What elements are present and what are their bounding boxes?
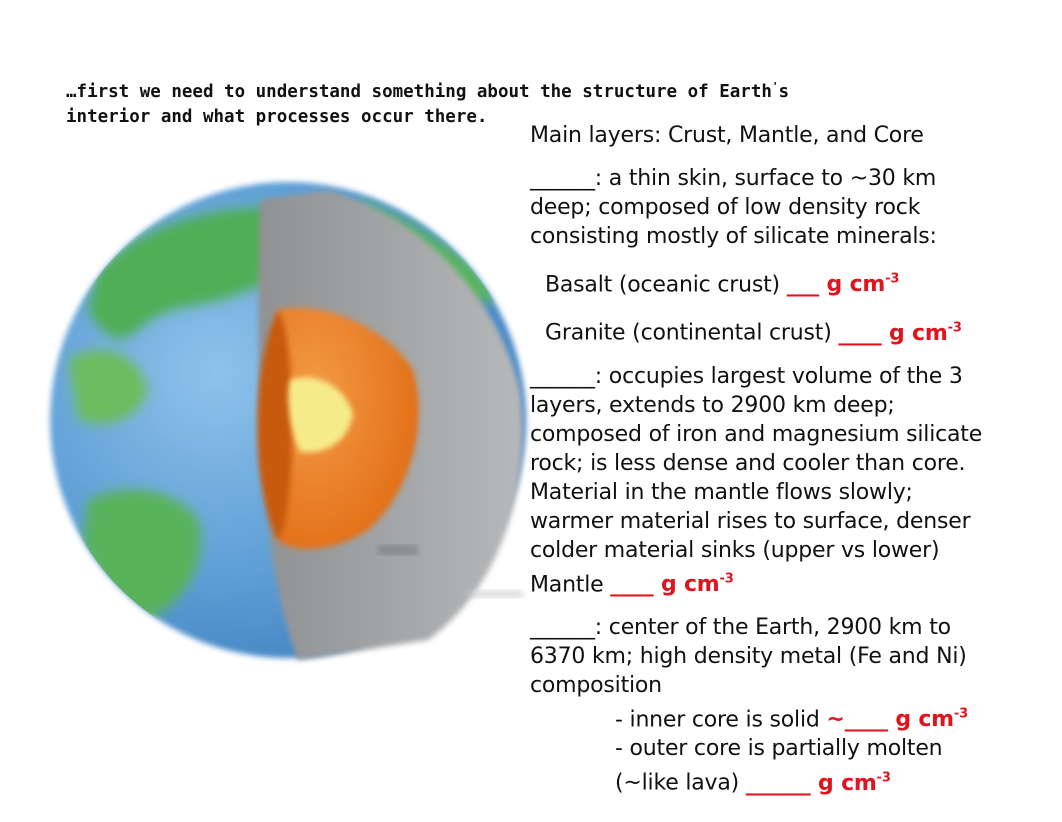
mantle-line-1: ______: occupies largest volume of the 3 [530, 363, 963, 389]
intro-caption-line-2: interior and what processes occur there. [66, 106, 488, 127]
layer-label-smudge [378, 545, 418, 555]
granite-density-blank: ____ g $cm^{-3}$ [838, 320, 962, 346]
intro-caption-line-1: …first we need to understand something about the structure of Earth's [66, 80, 790, 102]
inner-core-line [530, 700, 1050, 734]
mantle-line-4: rock; is less dense and cooler than core. [530, 450, 966, 476]
inner-core-density-blank: ~____ g $cm^{-3}$ [826, 706, 968, 733]
granite-line [530, 313, 1050, 347]
mantle-density-blank: ____ g $cm^{-3}$ [610, 571, 734, 597]
pointer-smudge [468, 590, 523, 598]
mantle-line-5: Material in the mantle flows slowly; [530, 479, 913, 505]
earth-cutaway-svg [28, 160, 548, 680]
core-line-1: ______: center of the Earth, 2900 km to [530, 614, 951, 640]
crust-line-3: consisting mostly of silicate minerals: [530, 224, 937, 249]
basalt-density-blank: ___ g $cm^{-3}$ [786, 272, 900, 298]
inner-core-label: - inner core is solid [615, 707, 827, 733]
granite-label: Granite (continental crust) [545, 320, 839, 346]
core-line-3: composition [530, 672, 662, 698]
basalt-line [530, 265, 1050, 299]
earth-cutaway-illustration [28, 160, 548, 680]
outer-core-label: (~like lava) [615, 770, 746, 796]
layer-notes [530, 121, 1050, 798]
main-layers-heading: Main layers: Crust, Mantle, and Core [530, 123, 924, 148]
basalt-label: Basalt (oceanic crust) [545, 272, 787, 298]
crust-line-2: deep; composed of low density rock [530, 195, 921, 220]
core-line-2: 6370 km; high density metal (Fe and Ni) [530, 643, 967, 669]
mantle-line-2: layers, extends to 2900 km deep; [530, 392, 895, 418]
outer-core-line-1: - outer core is partially molten [615, 736, 943, 762]
mantle-line-3: composed of iron and magnesium silicate [530, 421, 983, 447]
crust-line-1: ______: a thin skin, surface to ~30 km [530, 166, 937, 191]
mantle-line-8 [530, 565, 1050, 599]
mantle-line-7: colder material sinks (upper vs lower) [530, 537, 940, 563]
outer-core-density-blank: ______ g $cm^{-3}$ [745, 770, 891, 796]
outer-core-line-2 [530, 763, 1050, 797]
mantle-label: Mantle [530, 571, 611, 597]
mantle-line-6: warmer material rises to surface, denser [530, 508, 971, 534]
